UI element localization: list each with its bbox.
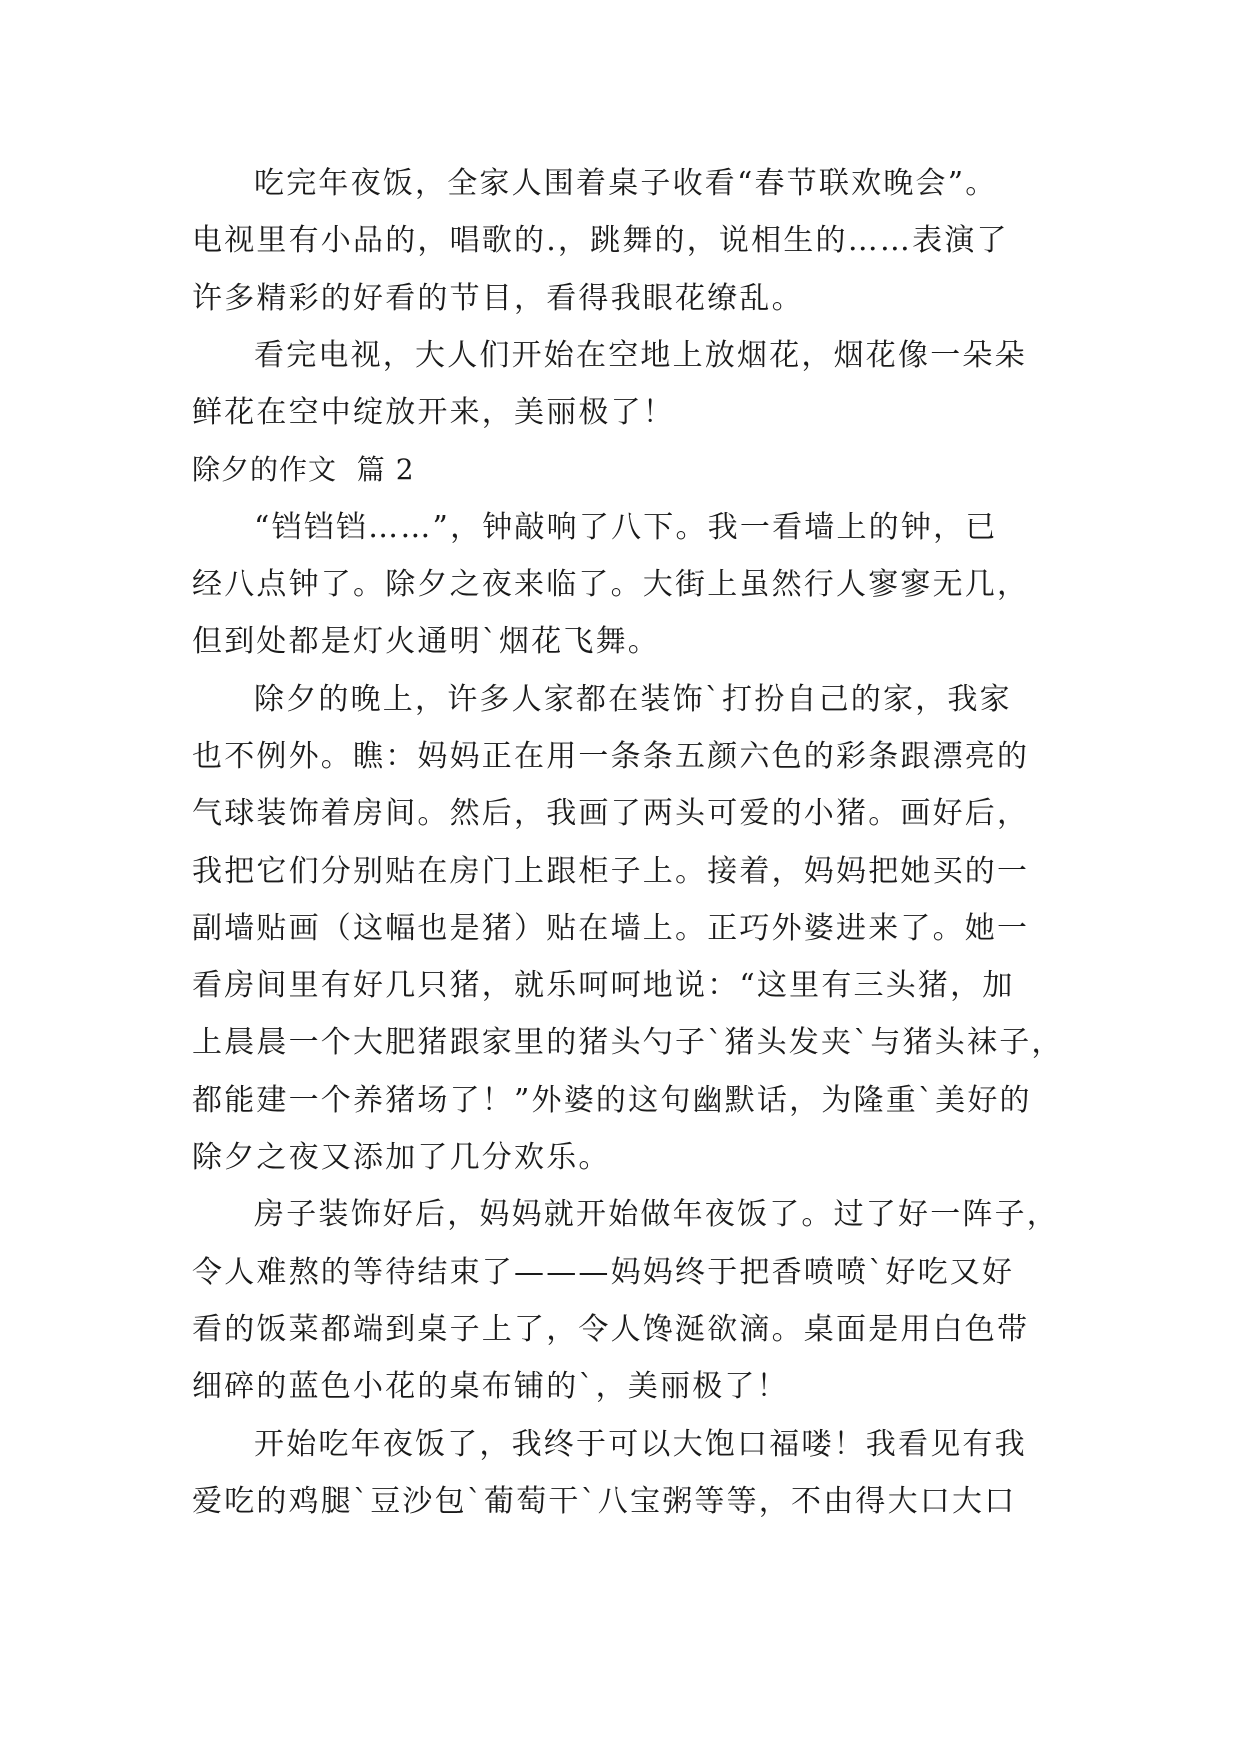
paragraph-line: 都能建一个养猪场了！”外婆的这句幽默话，为隆重`美好的 [192, 1082, 1032, 1118]
paragraph [192, 1186, 1059, 1415]
paragraph-line: 爱吃的鸡腿`豆沙包`葡萄干`八宝粥等等，不由得大口大口 [192, 1483, 1017, 1519]
paragraph-line: 鲜花在空中绽放开来，美丽极了！ [192, 395, 675, 431]
paragraph-line: 令人难熬的等待结束了———妈妈终于把香喷喷`好吃又好 [192, 1254, 1015, 1290]
paragraph [192, 499, 1052, 671]
paragraph-line: 经八点钟了。除夕之夜来临了。大街上虽然行人寥寥无几， [192, 567, 1030, 603]
document-body [192, 155, 1064, 1530]
paragraph [192, 1416, 1052, 1531]
paragraph-line: 看房间里有好几只猪，就乐呵呵地说：“这里有三头猪，加 [192, 968, 1015, 1004]
paragraph-line: 上晨晨一个大肥猪跟家里的猪头勺子`猪头发夹`与猪头袜子， [192, 1025, 1064, 1061]
paragraph-line: 但到处都是灯火通明`烟花飞舞。 [192, 624, 660, 660]
paragraph [192, 671, 1064, 1187]
paragraph-line: 开始吃年夜饭了，我终于可以大饱口福喽！我看见有我 [254, 1426, 1027, 1462]
paragraph-line: 电视里有小品的，唱歌的.，跳舞的，说相生的……表演了 [192, 223, 1009, 259]
paragraph-line: 气球装饰着房间。然后，我画了两头可爱的小猪。画好后， [192, 796, 1030, 832]
paragraph-line: 看的饭菜都端到桌子上了，令人馋涎欲滴。桌面是用白色带 [192, 1311, 1030, 1347]
paragraph [192, 155, 1052, 327]
paragraph-line: 副墙贴画（这幅也是猪）贴在墙上。正巧外婆进来了。她一 [192, 910, 1030, 946]
paragraph-line: 除夕的晚上，许多人家都在装饰`打扮自己的家，我家 [254, 681, 1012, 717]
paragraph-line: 细碎的蓝色小花的桌布铺的`，美丽极了！ [192, 1369, 789, 1405]
paragraph-line: 除夕之夜又添加了几分欢乐。 [192, 1140, 611, 1176]
section-heading: 除夕的作文 篇 2 [192, 453, 415, 487]
paragraph-line: 我把它们分别贴在房门上跟柜子上。接着，妈妈把她买的一 [192, 853, 1030, 889]
paragraph-line: 房子装饰好后，妈妈就开始做年夜饭了。过了好一阵子， [254, 1197, 1059, 1233]
paragraph-line: “铛铛铛……”，钟敲响了八下。我一看墙上的钟，已 [254, 509, 998, 545]
paragraph-line: 许多精彩的好看的节目，看得我眼花缭乱。 [192, 280, 804, 316]
paragraph [192, 327, 1052, 442]
paragraph-line: 看完电视，大人们开始在空地上放烟花，烟花像一朵朵 [254, 337, 1027, 373]
paragraph-line: 吃完年夜饭，全家人围着桌子收看“春节联欢晚会”。 [254, 166, 998, 201]
paragraph-line: 也不例外。瞧：妈妈正在用一条条五颜六色的彩条跟漂亮的 [192, 738, 1030, 774]
